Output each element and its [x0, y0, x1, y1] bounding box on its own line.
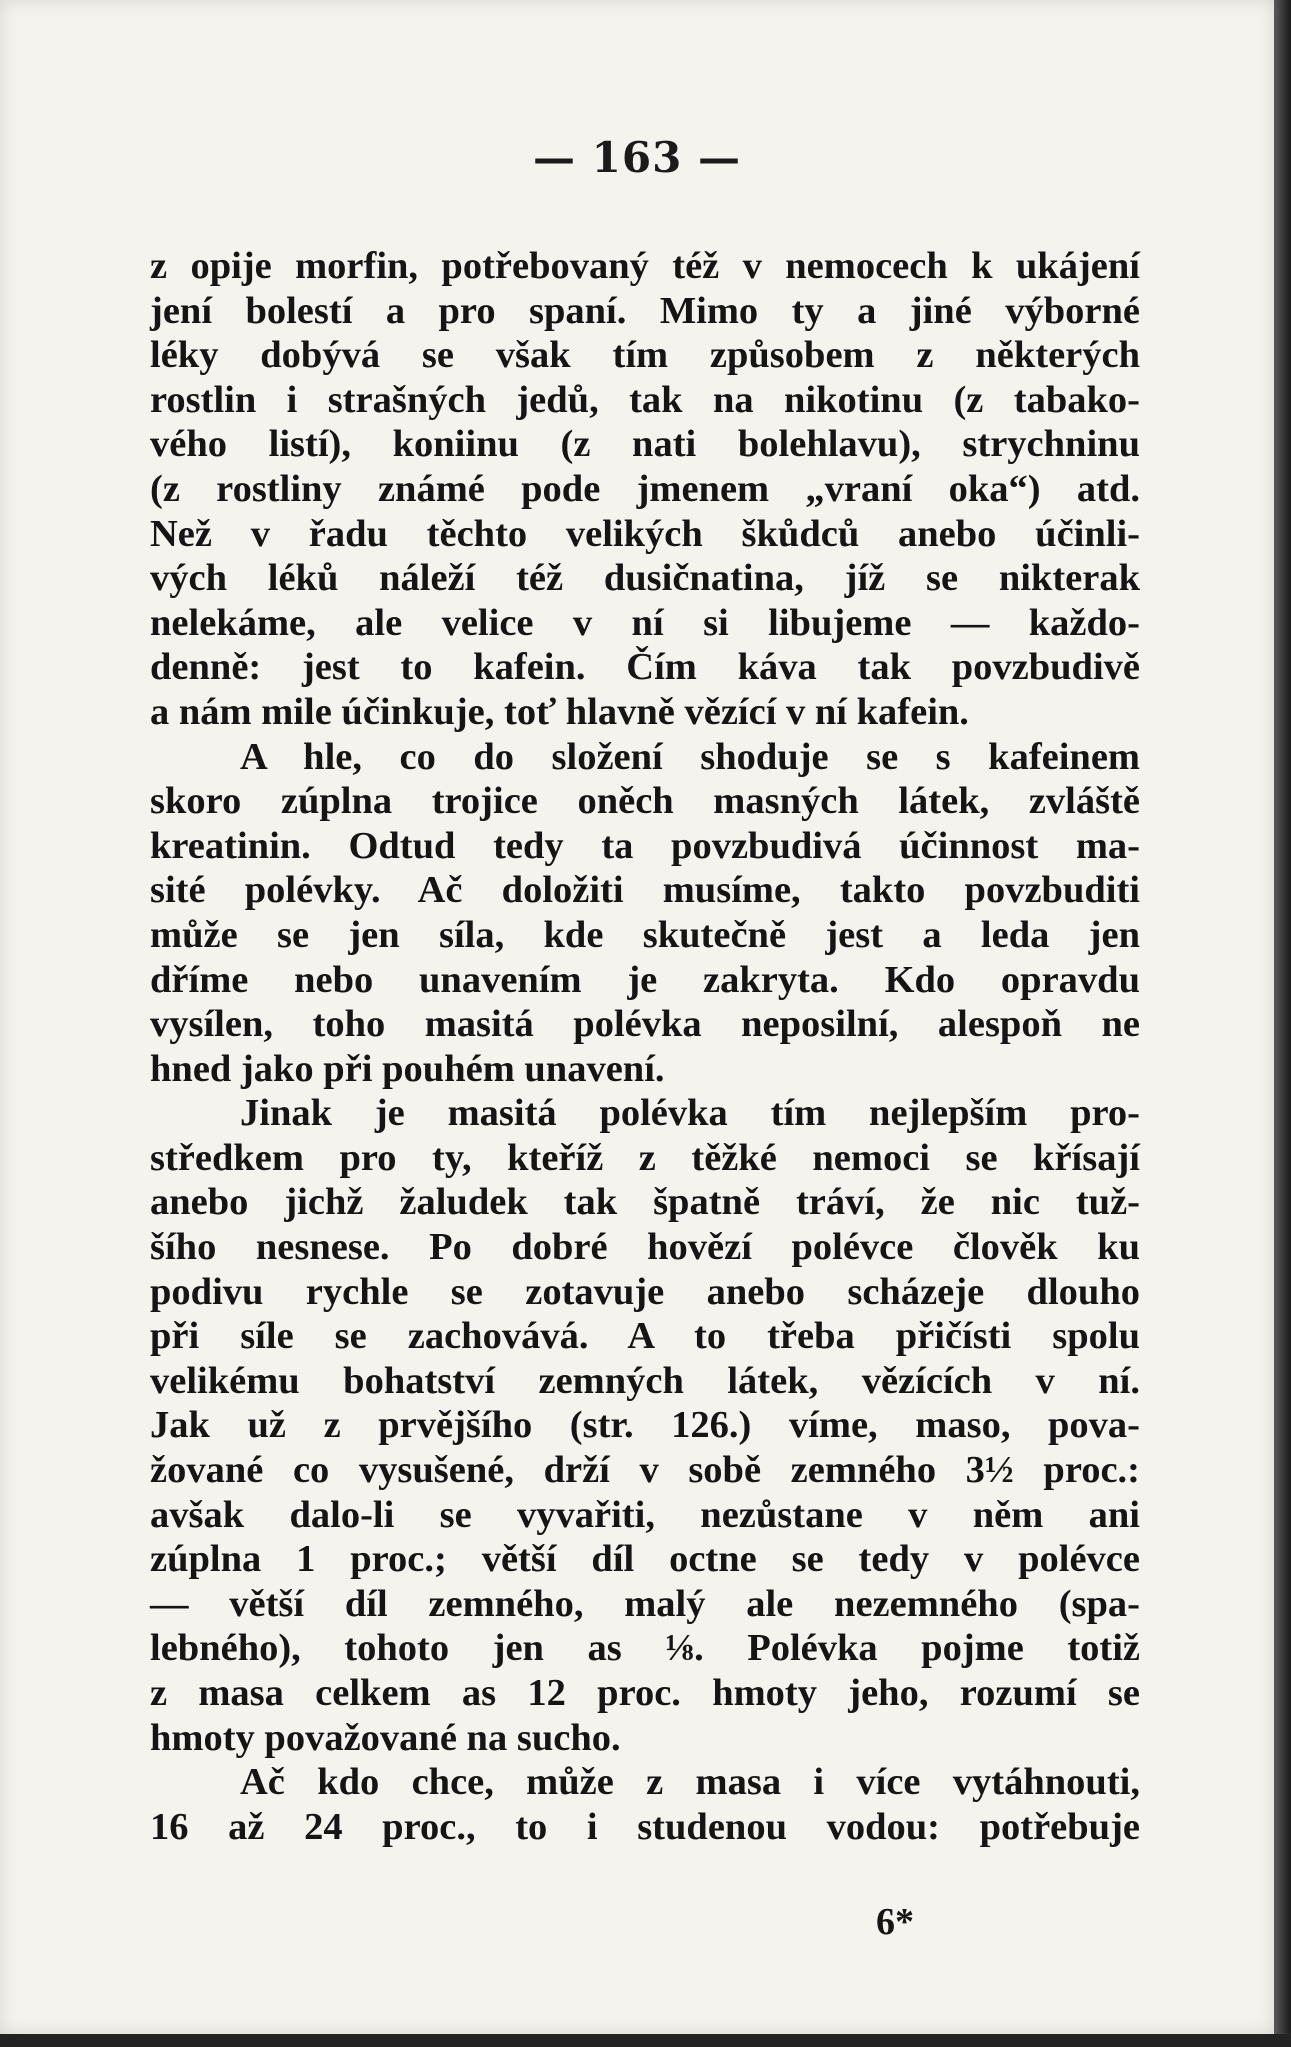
text-line: hmoty považované na sucho. — [150, 1716, 621, 1759]
page-edge-bottom — [0, 2034, 1291, 2047]
text-line: Než v řadu těchto velikých škůdců anebo účinli- — [150, 512, 1140, 555]
text-line: jení bolestí a pro spaní. Mimo ty a jiné výborné — [150, 289, 1140, 332]
text-line: léky dobývá se však tím způsobem z některých — [150, 334, 1140, 377]
text-line: anebo jichž žaludek tak špatně tráví, že nic tuž- — [150, 1181, 1140, 1224]
page-edge-shadow — [1274, 0, 1291, 2047]
text-line: sité polévky. Ač doložiti musíme, takto povzbuditi — [150, 869, 1140, 912]
text-line: denně: jest to kafein. Čím káva tak povzbudivě — [150, 646, 1140, 689]
text-line: vého listí), koniinu (z nati bolehlavu), strychninu — [150, 423, 1140, 466]
text-line: z opije morfin, potřebovaný též v nemocech k ukájení — [150, 245, 1140, 287]
text-line: z masa celkem as 12 proc. hmoty jeho, rozumí se — [150, 1672, 1140, 1714]
text-line: vých léků náleží též dusičnatina, jíž se nikterak — [150, 557, 1140, 600]
text-line: zúplna 1 proc.; větší díl octne se tedy v polévce — [150, 1538, 1140, 1581]
text-line: skoro zúplna trojice oněch masných látek, zvláště — [150, 780, 1140, 823]
text-line: kreatinin. Odtud tedy ta povzbudivá účinnost ma- — [150, 824, 1140, 867]
text-line: 16 až 24 proc., to i studenou vodou: potřebuje — [150, 1805, 1140, 1848]
text-line: lebného), tohoto jen as ⅛. Polévka pojme totiž — [150, 1627, 1140, 1670]
text-line: může se jen síla, kde skutečně jest a leda jen — [150, 913, 1140, 956]
page-number: — 163 — — [533, 133, 741, 182]
text-line: Jak už z prvějšího (str. 126.) víme, maso, pova- — [150, 1404, 1140, 1447]
text-line: při síle se zachovává. A to třeba přičísti spolu — [150, 1315, 1140, 1358]
body-text — [150, 244, 1140, 1849]
text-line: hned jako při pouhém unavení. — [150, 1047, 665, 1090]
text-line: (z rostliny známé pode jmenem „vraní oka“) atd. — [150, 467, 1140, 510]
text-line: rostlin i strašných jedů, tak na nikotinu (z tabako- — [150, 378, 1140, 421]
text-line: středkem pro ty, kteříž z těžké nemoci se křísají — [150, 1136, 1140, 1179]
text-line: — větší díl zemného, malý ale nezemného (spa- — [150, 1582, 1140, 1625]
text-line: Jinak je masitá polévka tím nejlepším pro- — [240, 1092, 1140, 1135]
text-line: a nám mile účinkuje, toť hlavně vězící v ní kafein. — [150, 690, 969, 733]
text-line: A hle, co do složení shoduje se s kafeinem — [240, 735, 1140, 778]
text-line: velikému bohatství zemných látek, vězících v ní. — [150, 1359, 1140, 1402]
text-line: žované co vysušené, drží v sobě zemného 3½ proc.: — [150, 1449, 1140, 1492]
text-line: Ač kdo chce, může z masa i více vytáhnouti, — [240, 1761, 1140, 1804]
signature-mark: 6* — [876, 1901, 914, 1943]
text-line: avšak dalo-li se vyvařiti, nezůstane v něm ani — [150, 1493, 1140, 1536]
text-line: dříme nebo unavením je zakryta. Kdo opravdu — [150, 958, 1140, 1001]
text-line: vysílen, toho masitá polévka neposilní, alespoň ne — [150, 1003, 1140, 1046]
text-line: nelekáme, ale velice v ní si libujeme — každo- — [150, 601, 1140, 644]
text-line: podivu rychle se zotavuje anebo scházeje dlouho — [150, 1270, 1140, 1313]
text-line: šího nesnese. Po dobré hovězí polévce člověk ku — [150, 1226, 1140, 1269]
